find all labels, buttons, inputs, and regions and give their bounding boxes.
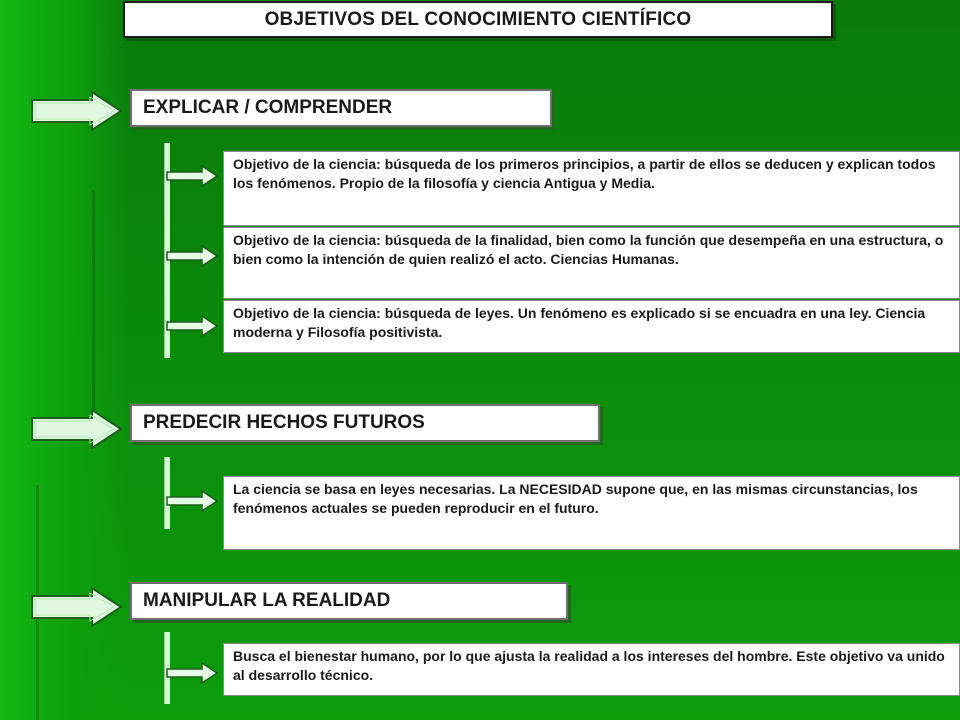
right-arrow-icon	[30, 587, 122, 627]
right-arrow-icon	[166, 490, 218, 512]
description-box: Objetivo de la ciencia: búsqueda de los primeros principios, a partir de ellos se deducen y explican todos los fenómenos. Propio de la filosofía y ciencia Antigua y Media.	[223, 151, 960, 226]
section-header-explicar: EXPLICAR / COMPRENDER	[130, 89, 552, 127]
right-arrow-icon	[30, 91, 122, 131]
right-arrow-icon	[166, 245, 218, 267]
right-arrow-icon	[166, 662, 218, 684]
background-stripe	[92, 190, 95, 410]
section-header-manipular: MANIPULAR LA REALIDAD	[130, 582, 568, 620]
right-arrow-icon	[30, 409, 122, 449]
section-header-predecir: PREDECIR HECHOS FUTUROS	[130, 404, 600, 442]
description-box: Objetivo de la ciencia: búsqueda de leyes. Un fenómeno es explicado si se encuadra en una ley. Ciencia moderna y Filosofía positivista.	[223, 300, 960, 353]
right-arrow-icon	[166, 165, 218, 187]
description-box: La ciencia se basa en leyes necesarias. La NECESIDAD supone que, en las mismas circunstancias, los fenómenos actuales se pueden reproducir en el futuro.	[223, 476, 960, 550]
description-box: Objetivo de la ciencia: búsqueda de la finalidad, bien como la función que desempeña en una estructura, o bien como la intención de quien realizó el acto. Ciencias Humanas.	[223, 227, 960, 299]
description-box: Busca el bienestar humano, por lo que ajusta la realidad a los intereses del hombre. Este objetivo va unido al desarrollo técnico.	[223, 643, 960, 696]
page-title: OBJETIVOS DEL CONOCIMIENTO CIENTÍFICO	[123, 1, 833, 38]
right-arrow-icon	[166, 315, 218, 337]
